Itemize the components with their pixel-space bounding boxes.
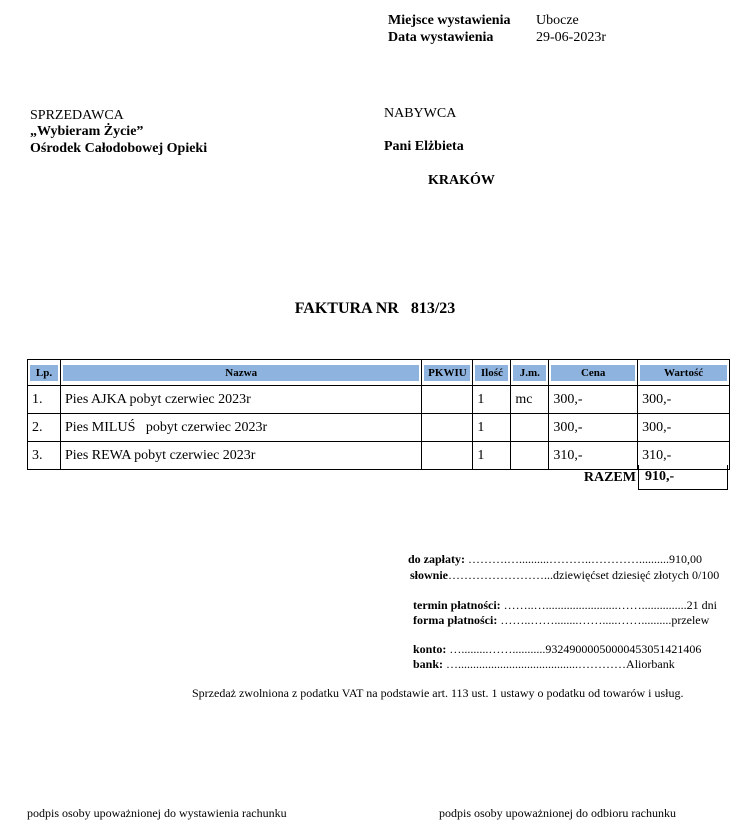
date-label: Data wystawienia <box>388 30 494 45</box>
vat-exemption-note: Sprzedaż zwolniona z podatku VAT na podstawie art. 113 ust. 1 ustawy o podatku od towarów i usług. <box>192 686 684 700</box>
bank-dots: …........................................………… <box>443 657 627 671</box>
account-line <box>413 642 701 657</box>
header-unit: J.m. <box>511 360 549 386</box>
place-value: Ubocze <box>536 13 579 28</box>
seller-name: „Wybieram Życie” <box>30 124 144 139</box>
cell-pkwiu <box>422 386 473 414</box>
due-dots: ……….…..........………..………….......... <box>465 552 669 566</box>
due-line <box>408 552 702 567</box>
bank-value: Aliorbank <box>626 657 675 671</box>
cell-qty: 1 <box>473 386 511 414</box>
due-value: 910,00 <box>669 552 702 566</box>
words-label: słownie <box>410 568 449 582</box>
cell-name: Pies AJKA pobyt czerwiec 2023r <box>60 386 421 414</box>
bank-line <box>413 657 675 672</box>
table-header-row <box>28 360 730 386</box>
cell-qty: 1 <box>473 442 511 470</box>
date-value: 29-06-2023r <box>536 30 606 45</box>
total-value: 910,- <box>638 465 728 490</box>
seller-subname: Ośrodek Całodobowej Opieki <box>30 141 208 156</box>
buyer-city: KRAKÓW <box>428 173 495 188</box>
account-dots: ….........……........... <box>446 642 546 656</box>
words-line <box>410 568 719 583</box>
term-line <box>413 598 717 613</box>
account-value: 93249000050000453051421406 <box>545 642 702 656</box>
words-value: dziewięćset dziesięć złotych 0/100 <box>553 568 720 582</box>
term-dots: ……..…........................……............... <box>500 598 687 612</box>
form-value: przelew <box>671 613 710 627</box>
cell-pkwiu <box>422 414 473 442</box>
cell-lp: 1. <box>28 386 61 414</box>
place-label: Miejsce wystawienia <box>388 13 511 28</box>
items-table <box>27 359 730 470</box>
form-dots: ……..……........…….....…….......... <box>497 613 672 627</box>
cell-unit <box>511 442 549 470</box>
header-price: Cena <box>549 360 638 386</box>
signature-issuer: podpis osoby upoważnionej do wystawienia rachunku <box>27 806 287 820</box>
table-row <box>28 414 730 442</box>
cell-qty: 1 <box>473 414 511 442</box>
header-lp: Lp. <box>28 360 61 386</box>
cell-pkwiu <box>422 442 473 470</box>
signature-receiver: podpis osoby upoważnionej do odbioru rachunku <box>439 806 676 820</box>
due-label: do zapłaty: <box>408 552 465 566</box>
header-name: Nazwa <box>60 360 421 386</box>
cell-price: 300,- <box>549 386 638 414</box>
cell-name: Pies MILUŚ pobyt czerwiec 2023r <box>60 414 421 442</box>
cell-unit: mc <box>511 386 549 414</box>
cell-value: 300,- <box>638 414 730 442</box>
cell-lp: 2. <box>28 414 61 442</box>
total-label: RAZEM <box>583 470 636 485</box>
account-label: konto: <box>413 642 447 656</box>
form-label: forma płatności: <box>413 613 498 627</box>
table-row <box>28 386 730 414</box>
cell-price: 310,- <box>549 442 638 470</box>
seller-heading: SPRZEDAWCA <box>30 108 124 123</box>
header-qty: Ilość <box>473 360 511 386</box>
term-value: 21 dni <box>686 598 717 612</box>
buyer-heading: NABYWCA <box>384 106 457 121</box>
form-line <box>413 613 709 628</box>
header-value: Wartość <box>638 360 730 386</box>
header-pkwiu: PKWIU <box>422 360 473 386</box>
buyer-name: Pani Elżbieta <box>384 139 464 154</box>
bank-label: bank: <box>413 657 444 671</box>
invoice-title: FAKTURA NR 813/23 <box>294 300 456 317</box>
cell-value: 300,- <box>638 386 730 414</box>
cell-value: 310,- <box>638 442 730 470</box>
cell-name: Pies REWA pobyt czerwiec 2023r <box>60 442 421 470</box>
cell-price: 300,- <box>549 414 638 442</box>
words-dots: ……………………... <box>448 568 554 582</box>
cell-unit <box>511 414 549 442</box>
cell-lp: 3. <box>28 442 61 470</box>
term-label: termin płatności: <box>413 598 501 612</box>
